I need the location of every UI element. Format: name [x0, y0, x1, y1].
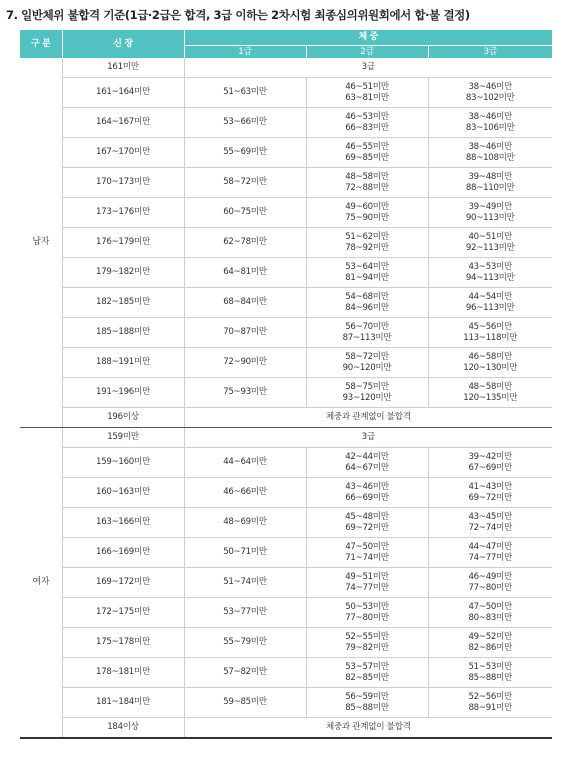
weight-range-line: 63~81미만	[345, 92, 389, 103]
weight-range-line: 58~72미만	[345, 352, 389, 362]
gender-label: 여자	[20, 428, 62, 739]
grade-2-cell	[306, 568, 428, 598]
weight-range-line: 52~55미만	[345, 632, 389, 642]
table-row	[20, 108, 552, 138]
grade-3-cell	[428, 628, 552, 658]
weight-range-line: 46~51미만	[345, 82, 389, 92]
header-category: 구 분	[20, 30, 62, 58]
merged-grade-cell: 체중과 관계없이 불합격	[184, 718, 552, 739]
weight-range-line: 49~60미만	[345, 202, 389, 212]
grade-1-cell: 48~69미만	[184, 508, 306, 538]
grade-1-cell: 50~71미만	[184, 538, 306, 568]
weight-range-line: 85~88미만	[345, 702, 389, 713]
table-row	[20, 508, 552, 538]
weight-range-line: 96~113미만	[465, 302, 515, 313]
weight-range-line: 43~45미만	[468, 512, 513, 522]
grade-1-cell: 51~74미만	[184, 568, 306, 598]
weight-range-line: 74~77미만	[468, 552, 513, 563]
grade-3-cell	[428, 288, 552, 318]
header-weight: 체 중	[184, 30, 552, 46]
table-row	[20, 658, 552, 688]
height-cell: 159미만	[62, 428, 184, 448]
table-body	[20, 58, 552, 738]
table-row	[20, 58, 552, 78]
weight-range-line: 87~113미만	[342, 332, 392, 343]
weight-range-line: 43~53미만	[468, 262, 513, 272]
table-row	[20, 408, 552, 428]
height-cell: 175~178미만	[62, 628, 184, 658]
weight-range-line: 75~90미만	[345, 212, 389, 223]
height-cell: 188~191미만	[62, 348, 184, 378]
grade-3-cell	[428, 198, 552, 228]
grade-2-cell	[306, 508, 428, 538]
table-row	[20, 538, 552, 568]
grade-2-cell	[306, 348, 428, 378]
weight-range-line: 48~58미만	[468, 382, 513, 392]
height-cell: 181~184미만	[62, 688, 184, 718]
weight-range-line: 51~62미만	[345, 232, 389, 242]
weight-range-line: 54~68미만	[345, 292, 389, 302]
weight-range-line: 47~50미만	[468, 602, 513, 612]
table-row	[20, 478, 552, 508]
grade-3-cell	[428, 508, 552, 538]
weight-range-line: 45~48미만	[345, 512, 389, 522]
table-row	[20, 428, 552, 448]
grade-1-cell: 53~66미만	[184, 108, 306, 138]
weight-range-line: 42~44미만	[345, 452, 389, 462]
weight-range-line: 72~74미만	[468, 522, 513, 533]
height-cell: 178~181미만	[62, 658, 184, 688]
height-cell: 182~185미만	[62, 288, 184, 318]
table-row	[20, 448, 552, 478]
weight-range-line: 81~94미만	[345, 272, 389, 283]
weight-criteria-table	[20, 30, 552, 739]
grade-2-cell	[306, 598, 428, 628]
weight-range-line: 88~91미만	[468, 702, 513, 713]
table-row	[20, 568, 552, 598]
table-row	[20, 688, 552, 718]
height-cell: 161미만	[62, 58, 184, 78]
grade-2-cell	[306, 628, 428, 658]
header-grade-1: 1급	[184, 46, 306, 59]
height-cell: 161~164미만	[62, 78, 184, 108]
table-row	[20, 258, 552, 288]
weight-range-line: 39~42미만	[468, 452, 513, 462]
weight-range-line: 58~75미만	[345, 382, 389, 392]
table-row	[20, 378, 552, 408]
table-row	[20, 198, 552, 228]
gender-label: 남자	[20, 58, 62, 428]
grade-3-cell	[428, 448, 552, 478]
height-cell: 184이상	[62, 718, 184, 739]
grade-2-cell	[306, 108, 428, 138]
grade-1-cell: 64~81미만	[184, 258, 306, 288]
grade-3-cell	[428, 568, 552, 598]
grade-1-cell: 72~90미만	[184, 348, 306, 378]
weight-range-line: 46~49미만	[468, 572, 513, 582]
weight-range-line: 40~51미만	[468, 232, 513, 242]
grade-2-cell	[306, 78, 428, 108]
grade-3-cell	[428, 598, 552, 628]
height-cell: 167~170미만	[62, 138, 184, 168]
table-row	[20, 318, 552, 348]
weight-range-line: 46~55미만	[345, 142, 389, 152]
weight-range-line: 77~80미만	[345, 612, 389, 623]
grade-1-cell: 55~79미만	[184, 628, 306, 658]
weight-range-line: 90~120미만	[342, 362, 392, 373]
weight-range-line: 46~58미만	[468, 352, 513, 362]
weight-range-line: 39~49미만	[468, 202, 513, 212]
weight-range-line: 38~46미만	[468, 142, 513, 152]
weight-range-line: 93~120미만	[342, 392, 392, 403]
weight-range-line: 83~102미만	[465, 92, 515, 103]
grade-1-cell: 44~64미만	[184, 448, 306, 478]
height-cell: 164~167미만	[62, 108, 184, 138]
grade-1-cell: 60~75미만	[184, 198, 306, 228]
weight-range-line: 69~72미만	[345, 522, 389, 533]
header-grade-2: 2급	[306, 46, 428, 59]
grade-2-cell	[306, 448, 428, 478]
grade-3-cell	[428, 348, 552, 378]
section-title: 7. 일반체위 불합격 기준(1급·2급은 합격, 3급 이하는 2차시험 최종심의위원회에서 합·불 결정)	[6, 8, 470, 22]
table-row	[20, 138, 552, 168]
weight-range-line: 80~83미만	[468, 612, 513, 623]
weight-range-line: 79~82미만	[345, 642, 389, 653]
table-row	[20, 228, 552, 258]
weight-range-line: 52~56미만	[468, 692, 513, 702]
weight-range-line: 82~85미만	[345, 672, 389, 683]
weight-range-line: 94~113미만	[465, 272, 515, 283]
weight-range-line: 71~74미만	[345, 552, 389, 563]
grade-1-cell: 51~63미만	[184, 78, 306, 108]
weight-range-line: 44~54미만	[468, 292, 513, 302]
height-cell: 172~175미만	[62, 598, 184, 628]
height-cell: 176~179미만	[62, 228, 184, 258]
table-row	[20, 348, 552, 378]
grade-1-cell: 53~77미만	[184, 598, 306, 628]
grade-3-cell	[428, 658, 552, 688]
weight-range-line: 66~69미만	[345, 492, 389, 503]
grade-2-cell	[306, 288, 428, 318]
weight-range-line: 50~53미만	[345, 602, 389, 612]
weight-range-line: 72~88미만	[345, 182, 389, 193]
grade-1-cell: 55~69미만	[184, 138, 306, 168]
grade-3-cell	[428, 318, 552, 348]
weight-range-line: 48~58미만	[345, 172, 389, 182]
weight-range-line: 56~59미만	[345, 692, 389, 702]
merged-grade-cell: 3급	[184, 428, 552, 448]
weight-range-line: 92~113미만	[465, 242, 515, 253]
weight-range-line: 78~92미만	[345, 242, 389, 253]
grade-2-cell	[306, 198, 428, 228]
grade-2-cell	[306, 138, 428, 168]
weight-range-line: 51~53미만	[468, 662, 513, 672]
grade-2-cell	[306, 478, 428, 508]
height-cell: 169~172미만	[62, 568, 184, 598]
merged-grade-cell: 체중과 관계없이 불합격	[184, 408, 552, 428]
grade-1-cell: 57~82미만	[184, 658, 306, 688]
weight-range-line: 56~70미만	[345, 322, 389, 332]
grade-3-cell	[428, 108, 552, 138]
grade-3-cell	[428, 258, 552, 288]
weight-range-line: 120~130미만	[463, 362, 518, 373]
weight-range-line: 120~135미만	[463, 392, 518, 403]
weight-range-line: 53~57미만	[345, 662, 389, 672]
height-cell: 170~173미만	[62, 168, 184, 198]
height-cell: 159~160미만	[62, 448, 184, 478]
weight-range-line: 38~46미만	[468, 112, 513, 122]
grade-1-cell: 68~84미만	[184, 288, 306, 318]
weight-range-line: 82~86미만	[468, 642, 513, 653]
grade-3-cell	[428, 78, 552, 108]
weight-range-line: 39~48미만	[468, 172, 513, 182]
grade-1-cell: 70~87미만	[184, 318, 306, 348]
weight-range-line: 64~67미만	[345, 462, 389, 473]
table-row	[20, 288, 552, 318]
weight-range-line: 44~47미만	[468, 542, 513, 552]
weight-range-line: 84~96미만	[345, 302, 389, 313]
weight-range-line: 67~69미만	[468, 462, 513, 473]
weight-range-line: 74~77미만	[345, 582, 389, 593]
weight-range-line: 49~52미만	[468, 632, 513, 642]
grade-2-cell	[306, 318, 428, 348]
weight-range-line: 47~50미만	[345, 542, 389, 552]
grade-2-cell	[306, 228, 428, 258]
height-cell: 185~188미만	[62, 318, 184, 348]
weight-range-line: 53~64미만	[345, 262, 389, 272]
grade-3-cell	[428, 688, 552, 718]
grade-2-cell	[306, 168, 428, 198]
grade-2-cell	[306, 658, 428, 688]
table-row	[20, 78, 552, 108]
grade-2-cell	[306, 378, 428, 408]
weight-range-line: 83~106미만	[465, 122, 515, 133]
weight-range-line: 38~46미만	[468, 82, 513, 92]
table-row	[20, 718, 552, 739]
grade-3-cell	[428, 228, 552, 258]
height-cell: 163~166미만	[62, 508, 184, 538]
grade-3-cell	[428, 538, 552, 568]
table-row	[20, 598, 552, 628]
merged-grade-cell: 3급	[184, 58, 552, 78]
weight-range-line: 85~88미만	[468, 672, 513, 683]
grade-1-cell: 62~78미만	[184, 228, 306, 258]
weight-range-line: 66~83미만	[345, 122, 389, 133]
table-row	[20, 628, 552, 658]
header-height: 신 장	[62, 30, 184, 58]
weight-range-line: 113~118미만	[463, 332, 518, 343]
weight-range-line: 49~51미만	[345, 572, 389, 582]
weight-range-line: 77~80미만	[468, 582, 513, 593]
header-grade-3: 3급	[428, 46, 552, 59]
grade-1-cell: 58~72미만	[184, 168, 306, 198]
height-cell: 166~169미만	[62, 538, 184, 568]
table-row	[20, 168, 552, 198]
weight-range-line: 43~46미만	[345, 482, 389, 492]
grade-1-cell: 59~85미만	[184, 688, 306, 718]
grade-3-cell	[428, 478, 552, 508]
weight-range-line: 90~113미만	[465, 212, 515, 223]
height-cell: 191~196미만	[62, 378, 184, 408]
height-cell: 196이상	[62, 408, 184, 428]
height-cell: 179~182미만	[62, 258, 184, 288]
height-cell: 160~163미만	[62, 478, 184, 508]
grade-3-cell	[428, 378, 552, 408]
grade-2-cell	[306, 538, 428, 568]
weight-range-line: 69~85미만	[345, 152, 389, 163]
weight-range-line: 46~53미만	[345, 112, 389, 122]
weight-range-line: 88~108미만	[465, 152, 515, 163]
weight-range-line: 41~43미만	[468, 482, 513, 492]
weight-range-line: 88~110미만	[465, 182, 515, 193]
grade-2-cell	[306, 688, 428, 718]
grade-3-cell	[428, 138, 552, 168]
height-cell: 173~176미만	[62, 198, 184, 228]
grade-1-cell: 75~93미만	[184, 378, 306, 408]
weight-range-line: 69~72미만	[468, 492, 513, 503]
grade-3-cell	[428, 168, 552, 198]
grade-1-cell: 46~66미만	[184, 478, 306, 508]
weight-range-line: 45~56미만	[468, 322, 513, 332]
grade-2-cell	[306, 258, 428, 288]
